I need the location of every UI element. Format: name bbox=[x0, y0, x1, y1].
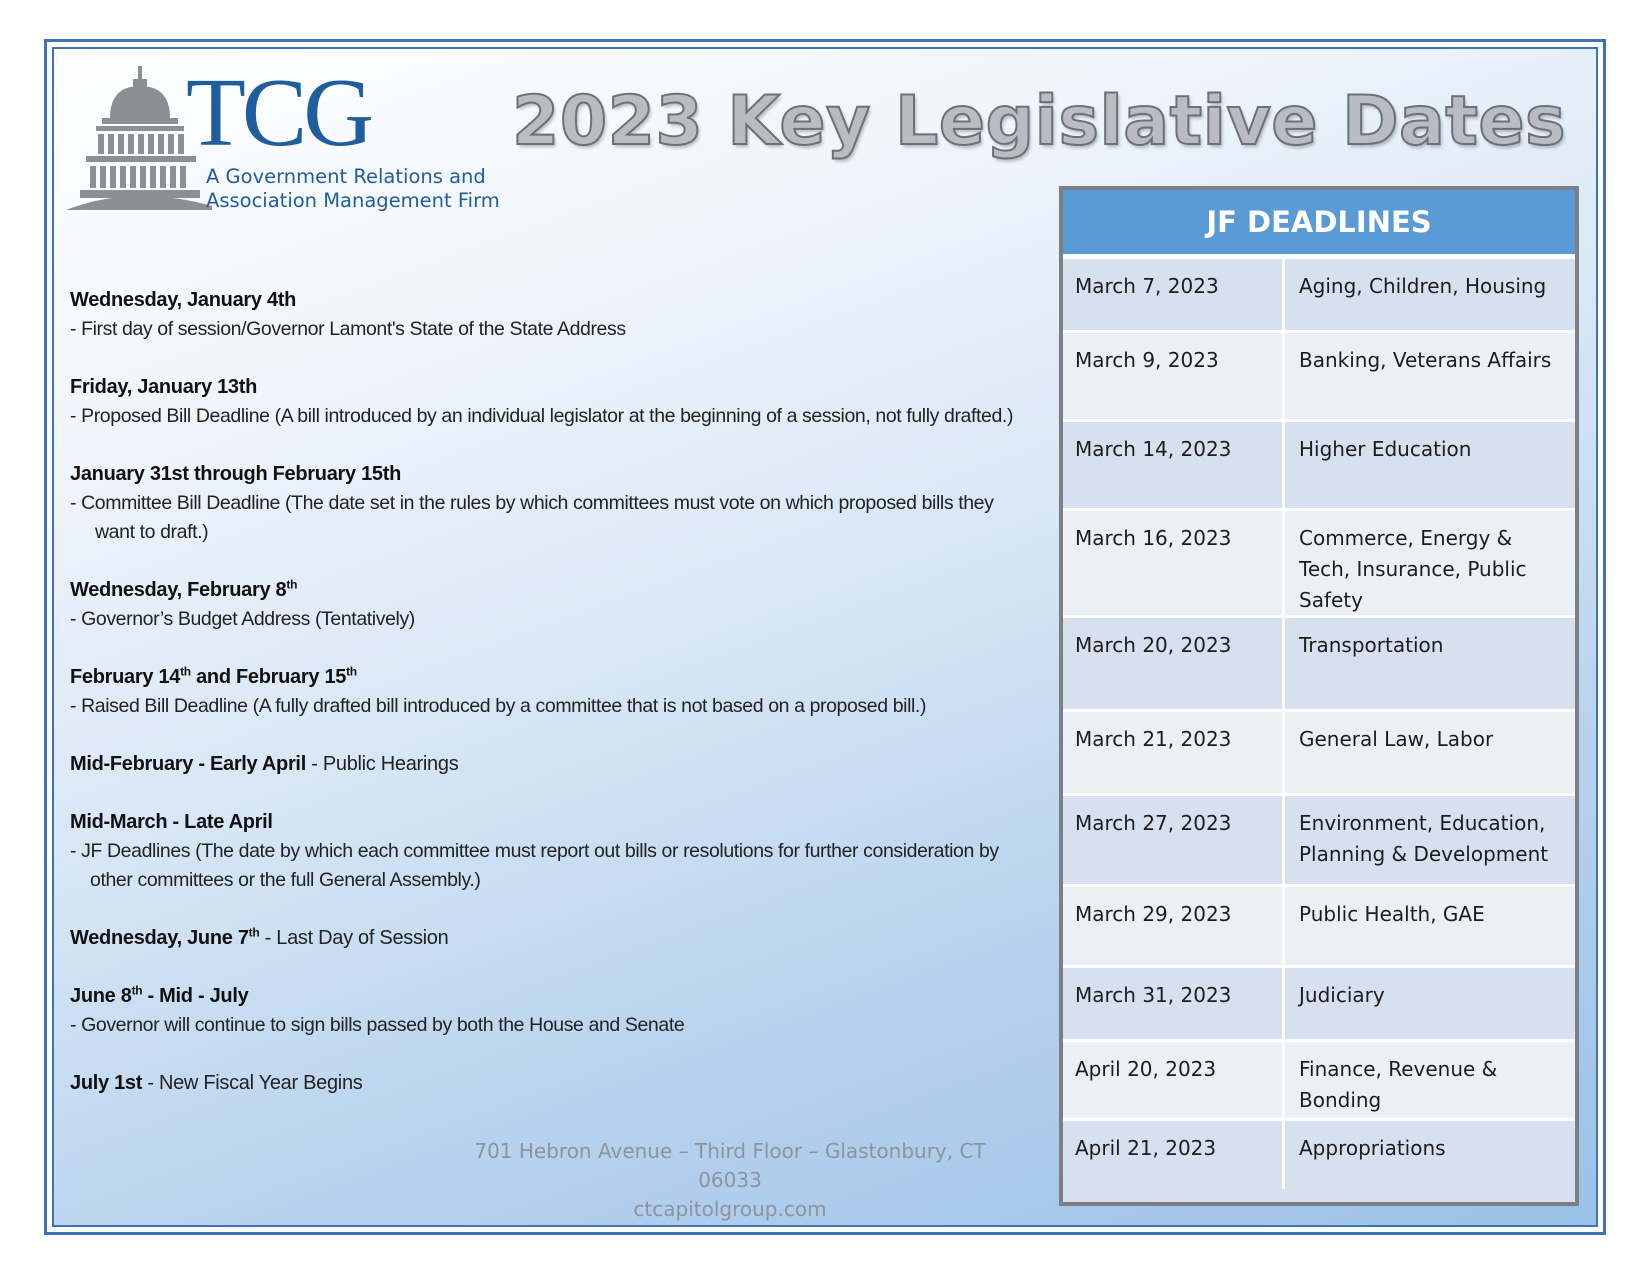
deadline-date: April 20, 2023 bbox=[1063, 1042, 1285, 1118]
jf-deadlines-header: JF DEADLINES bbox=[1063, 190, 1575, 259]
event-date-text: February 14 bbox=[70, 666, 181, 688]
event-date-text: Wednesday, June 7 bbox=[70, 927, 249, 949]
event-date bbox=[70, 663, 1070, 692]
event-date-text: Mid-February - Early April bbox=[70, 753, 306, 775]
event-date bbox=[70, 924, 1070, 953]
event-description: - Committee Bill Deadline (The date set in the rules by which committees must vote on which proposed bills they want to draft.) bbox=[70, 492, 994, 543]
deadline-date: March 21, 2023 bbox=[1063, 712, 1285, 793]
deadline-committees: Transportation bbox=[1299, 633, 1444, 657]
tcg-logo bbox=[66, 59, 516, 218]
footer bbox=[440, 1137, 1020, 1224]
page-title: 2023 Key Legislative Dates bbox=[512, 82, 1567, 161]
table-row bbox=[1063, 887, 1575, 968]
deadline-committees: General Law, Labor bbox=[1299, 727, 1494, 751]
deadline-committees: Appropriations bbox=[1299, 1136, 1446, 1160]
table-row bbox=[1063, 333, 1575, 422]
event-date-text: - Mid - July bbox=[142, 985, 249, 1007]
event-description: - Proposed Bill Deadline (A bill introduced by an individual legislator at the beginning of a session, not fully drafted.) bbox=[70, 405, 1014, 427]
deadline-date: March 14, 2023 bbox=[1063, 422, 1285, 508]
deadline-date: March 9, 2023 bbox=[1063, 333, 1285, 419]
deadline-committees: Higher Education bbox=[1299, 437, 1472, 461]
event-description: - Governor will continue to sign bills passed by both the House and Senate bbox=[70, 1014, 685, 1036]
event-date bbox=[70, 1069, 1070, 1098]
event-item bbox=[70, 576, 1070, 634]
event-description: - New Fiscal Year Begins bbox=[142, 1072, 363, 1094]
footer-website: ctcapitolgroup.com bbox=[633, 1197, 827, 1221]
table-row bbox=[1063, 422, 1575, 511]
table-row bbox=[1063, 259, 1575, 333]
logo-tagline bbox=[206, 165, 500, 213]
event-date-text: June 8 bbox=[70, 985, 132, 1007]
event-description: - Raised Bill Deadline (A fully drafted bill introduced by a committee that is not based on a proposed bill.) bbox=[70, 695, 927, 717]
event-description: - Last Day of Session bbox=[259, 927, 449, 949]
logo-wordmark: TCG bbox=[186, 59, 370, 167]
deadline-date: March 31, 2023 bbox=[1063, 968, 1285, 1039]
logo-tagline-line2: Association Management Firm bbox=[206, 189, 500, 212]
deadline-committees: Commerce, Energy & Tech, Insurance, Public Safety bbox=[1299, 526, 1527, 612]
event-date: January 31st through February 15th bbox=[70, 463, 402, 485]
deadline-date: March 7, 2023 bbox=[1063, 259, 1285, 330]
deadline-date: April 21, 2023 bbox=[1063, 1121, 1285, 1189]
event-item bbox=[70, 808, 1070, 895]
event-date: Wednesday, January 4th bbox=[70, 289, 297, 311]
event-date-text: July 1st bbox=[70, 1072, 143, 1094]
ordinal-suffix: th bbox=[346, 664, 357, 679]
event-date bbox=[70, 576, 1070, 605]
table-row bbox=[1063, 796, 1575, 887]
ordinal-suffix: th bbox=[286, 577, 298, 592]
deadline-committees: Banking, Veterans Affairs bbox=[1299, 348, 1552, 372]
ordinal-suffix: th bbox=[131, 983, 143, 998]
logo-tagline-line1: A Government Relations and bbox=[206, 165, 486, 188]
event-item bbox=[70, 460, 1070, 547]
table-row bbox=[1063, 511, 1575, 618]
deadline-date: March 20, 2023 bbox=[1063, 618, 1285, 709]
table-row bbox=[1063, 712, 1575, 796]
event-item bbox=[70, 750, 1070, 779]
deadline-committees: Public Health, GAE bbox=[1299, 902, 1485, 926]
deadline-committees: Judiciary bbox=[1299, 983, 1385, 1007]
deadline-committees: Aging, Children, Housing bbox=[1299, 274, 1547, 298]
jf-deadlines-table bbox=[1059, 186, 1579, 1206]
event-item bbox=[70, 373, 1070, 431]
deadline-date: March 27, 2023 bbox=[1063, 796, 1285, 884]
event-date: Mid-March - Late April bbox=[70, 811, 273, 833]
event-date-text: and February 15 bbox=[190, 666, 347, 688]
event-description: - Governor’s Budget Address (Tentatively) bbox=[70, 608, 415, 630]
event-description: - Public Hearings bbox=[305, 753, 459, 775]
event-description: - First day of session/Governor Lamont's State of the State Address bbox=[70, 318, 626, 340]
table-row bbox=[1063, 968, 1575, 1042]
event-item bbox=[70, 982, 1070, 1040]
event-item bbox=[70, 924, 1070, 953]
table-row bbox=[1063, 618, 1575, 712]
event-date bbox=[70, 750, 1070, 779]
deadline-committees: Finance, Revenue & Bonding bbox=[1299, 1057, 1498, 1112]
event-item bbox=[70, 663, 1070, 721]
footer-address: 701 Hebron Avenue – Third Floor – Glastonbury, CT 06033 bbox=[474, 1139, 986, 1192]
table-row bbox=[1063, 1121, 1575, 1189]
event-item bbox=[70, 1069, 1070, 1098]
event-item bbox=[70, 286, 1070, 344]
deadline-committees: Environment, Education, Planning & Development bbox=[1299, 811, 1549, 866]
deadline-date: March 16, 2023 bbox=[1063, 511, 1285, 615]
event-date: Friday, January 13th bbox=[70, 376, 258, 398]
event-description: - JF Deadlines (The date by which each committee must report out bills or resolutions for further consideration by other committees or the full General Assembly.) bbox=[70, 840, 999, 891]
deadline-date: March 29, 2023 bbox=[1063, 887, 1285, 965]
key-dates-list bbox=[70, 286, 1070, 1127]
ordinal-suffix: th bbox=[248, 925, 260, 940]
ordinal-suffix: th bbox=[180, 664, 191, 679]
event-date-text: Wednesday, February 8 bbox=[70, 579, 287, 601]
table-row bbox=[1063, 1042, 1575, 1121]
event-date bbox=[70, 982, 1070, 1011]
